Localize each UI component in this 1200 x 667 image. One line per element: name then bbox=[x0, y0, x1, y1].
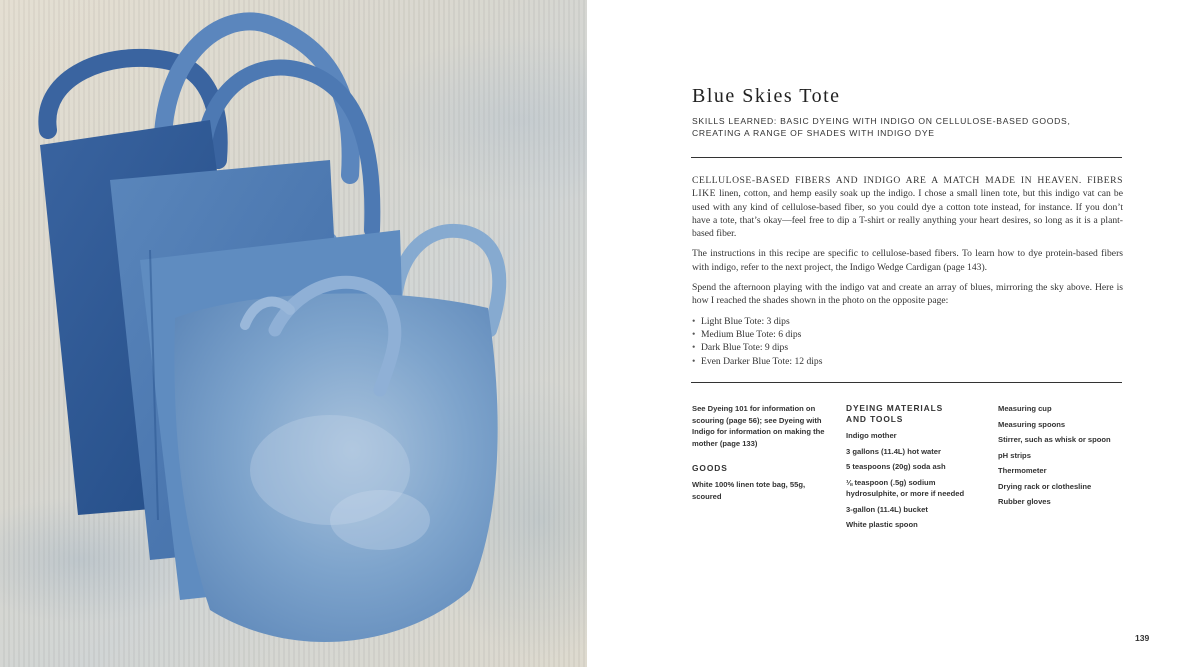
tool-item: Rubber gloves bbox=[998, 497, 1051, 506]
tote-bags-photo bbox=[0, 0, 587, 667]
material-item: 3 gallons (11.4L) hot water bbox=[846, 446, 941, 456]
tool-item: Measuring spoons bbox=[998, 419, 1066, 429]
instructions-paragraph: The instructions in this recipe are specific to cellulose-based fibers. To learn how to dye protein-based fibers with indigo, refer to the next project, the Indigo Wedge Cardigan (page 143). bbox=[692, 248, 1123, 273]
skills-line-2: CREATING A RANGE OF SHADES WITH INDIGO DYE bbox=[692, 128, 935, 138]
goods-item: White 100% linen tote bag, 55g, scoured bbox=[692, 480, 806, 501]
tool-item: Thermometer bbox=[998, 466, 1047, 475]
shade-item: • Light Blue Tote: 3 dips bbox=[692, 315, 1123, 328]
shade-item: • Dark Blue Tote: 9 dips bbox=[692, 341, 1123, 354]
reference-note: See Dyeing 101 for information on scouring (page 56); see Dyeing with Indigo for information on making the mother (page 133) bbox=[692, 404, 825, 448]
material-item: 3-gallon (11.4L) bucket bbox=[846, 504, 928, 514]
materials-column-1 bbox=[692, 403, 832, 506]
shades-list bbox=[692, 315, 1123, 368]
body-text bbox=[692, 174, 1123, 368]
page-number: 139 bbox=[1135, 633, 1150, 643]
tote-bags-illustration bbox=[0, 0, 587, 667]
shade-item: • Even Darker Blue Tote: 12 dips bbox=[692, 355, 1123, 368]
dyeing-heading-line-2: AND TOOLS bbox=[846, 414, 904, 424]
text-page bbox=[587, 0, 1200, 667]
tool-item: pH strips bbox=[998, 450, 1031, 460]
skills-line-1: SKILLS LEARNED: BASIC DYEING WITH INDIGO ON CELLULOSE-BASED GOODS, bbox=[692, 116, 1071, 126]
intro-lead: CELLULOSE-BASED FIBERS AND INDIGO ARE A MATCH MADE IN HEAVEN. FIBERS LIKE bbox=[692, 175, 1123, 200]
material-item: 5 teaspoons (20g) soda ash bbox=[846, 462, 946, 471]
materials-column-2 bbox=[846, 403, 986, 535]
intro-rest: linen, cotton, and hemp easily soak up the indigo. I chose a small linen tote, but this indigo vat can be used with any kind of cellulose-based fiber, so you could dye a cotton tote instead, for instance. If you don’t have a tote, that’s okay—feel free to dip a T-shirt or really anything your heart desires, so long as it is a plant-based fiber. bbox=[692, 188, 1123, 240]
page-title: Blue Skies Tote bbox=[692, 85, 841, 107]
shade-item: • Medium Blue Tote: 6 dips bbox=[692, 328, 1123, 341]
dyeing-materials-heading bbox=[846, 403, 986, 425]
divider-bottom bbox=[691, 382, 1122, 383]
material-item: Indigo mother bbox=[846, 431, 897, 440]
shades-paragraph: Spend the afternoon playing with the indigo vat and create an array of blues, mirroring the sky above. Here is how I reached the shades shown in the photo on the opposite page: bbox=[692, 282, 1123, 307]
dyeing-heading-line-1: DYEING MATERIALS bbox=[846, 403, 944, 413]
skills-learned bbox=[692, 115, 1112, 139]
tool-item: Measuring cup bbox=[998, 404, 1052, 413]
goods-heading: GOODS bbox=[692, 463, 728, 473]
divider-top bbox=[691, 157, 1122, 158]
material-item: ⅛ teaspoon (.5g) sodium hydrosulphite, or more if needed bbox=[846, 477, 965, 498]
material-item: White plastic spoon bbox=[846, 520, 918, 529]
tool-item: Stirrer, such as whisk or spoon bbox=[998, 435, 1111, 444]
materials-column-3 bbox=[998, 403, 1138, 512]
tool-item: Drying rack or clothesline bbox=[998, 481, 1092, 491]
intro-paragraph bbox=[692, 174, 1123, 240]
